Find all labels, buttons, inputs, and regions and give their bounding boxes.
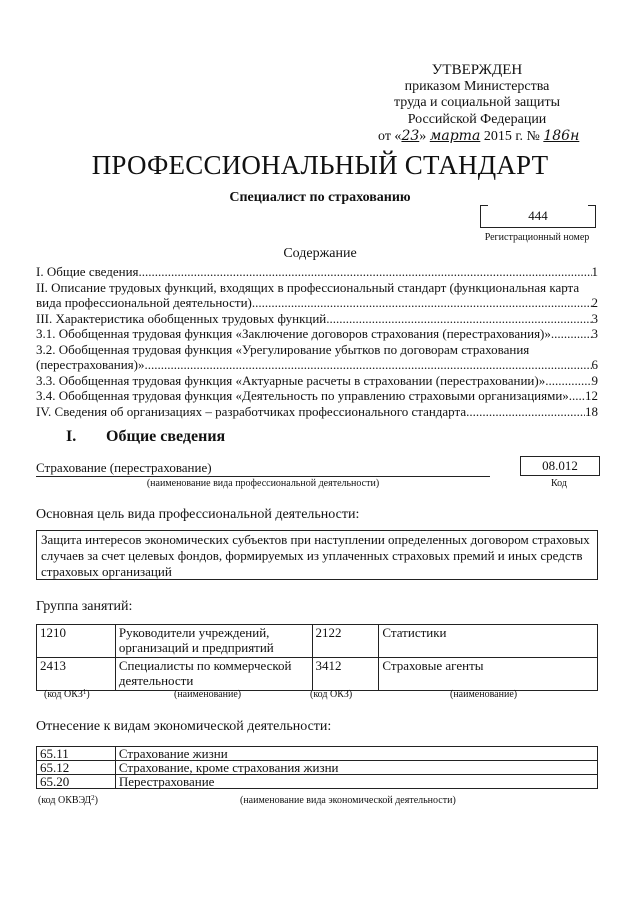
document-subtitle: Специалист по страхованию xyxy=(229,190,411,205)
registration-number-caption: Регистрационный номер xyxy=(484,232,590,243)
okz-code-caption: (код ОКЗ$^1$) xyxy=(44,688,90,700)
footnote-mark: 1 xyxy=(82,688,87,696)
order-number-handwritten: 186н xyxy=(543,128,580,144)
toc-title: Содержание xyxy=(283,246,357,261)
toc-entry[interactable] xyxy=(36,264,598,280)
toc-leader xyxy=(252,295,592,311)
toc-entry[interactable] xyxy=(36,373,598,389)
activity-code-caption: Код xyxy=(551,478,567,489)
toc-leader xyxy=(466,404,585,420)
toc-entry-text: 3.2. Обобщенная трудовая функция «Урегулирование убытков по договорам страхования xyxy=(36,341,530,357)
goal-label: Основная цель вида профессиональной деятельности: xyxy=(36,507,360,522)
toc-entry-page: 3 xyxy=(591,310,598,326)
approval-stamp xyxy=(372,62,582,146)
toc-leader xyxy=(326,311,591,327)
okved-code-cell: 65.20 xyxy=(37,775,116,789)
section-number: I. xyxy=(66,428,77,445)
approval-line-4: Российской Федерации xyxy=(407,111,547,127)
toc-leader xyxy=(551,326,592,342)
okz-name-cell: Статистики xyxy=(379,625,598,658)
table-row xyxy=(37,658,598,691)
okz-name-caption-2: (наименование) xyxy=(450,689,518,700)
toc-entry-text: III. Характеристика обобщенных трудовых функций xyxy=(36,310,327,326)
date-year: 2015 г. № xyxy=(480,129,544,144)
approval-line-1: УТВЕРЖДЕН xyxy=(431,62,523,78)
approval-date xyxy=(372,128,582,146)
okz-name-cell: Специалисты по коммерческой деятельности xyxy=(115,658,312,691)
toc-leader xyxy=(569,388,585,404)
goal-text-box: Защита интересов экономических субъектов при наступлении определенных договором страховых случаев за счет целевых фондов, формируемых из уплаченных страховых премий и иных средств страховых организаций xyxy=(36,530,598,580)
toc-entry[interactable] xyxy=(36,342,598,358)
okved-name-cell: Перестрахование xyxy=(115,775,597,789)
footnote-mark: 2 xyxy=(91,794,95,802)
okved-code-cell: 65.11 xyxy=(37,747,116,761)
okved-table xyxy=(36,746,598,789)
activity-name-field: Страхование (перестрахование) xyxy=(36,460,490,477)
okved-code-cell: 65.12 xyxy=(37,761,116,775)
okved-name-caption: (наименование вида экономической деятельности) xyxy=(240,795,456,806)
toc-entry[interactable] xyxy=(36,311,598,327)
registration-number-box: 444 xyxy=(480,205,596,228)
toc-entry-page: 1 xyxy=(591,264,598,279)
okved-name-cell: Страхование, кроме страхования жизни xyxy=(115,761,597,775)
date-day-handwritten: 23 xyxy=(401,128,420,144)
toc-entry[interactable] xyxy=(36,295,598,311)
table-of-contents xyxy=(36,264,598,419)
approval-line-2: приказом Министерства xyxy=(404,78,550,94)
toc-entry-page: 9 xyxy=(591,372,598,388)
date-mid: » xyxy=(419,129,430,144)
toc-entry-text: I. Общие сведения xyxy=(36,264,139,279)
occupations-label: Группа занятий: xyxy=(36,599,133,614)
toc-entry-text: вида профессиональной деятельности) xyxy=(36,295,252,310)
toc-entry-page: 3 xyxy=(591,326,598,341)
toc-leader xyxy=(145,357,592,373)
toc-entry-text: II. Описание трудовых функций, входящих в профессиональный стандарт (функциональная карта xyxy=(36,279,580,295)
table-row xyxy=(37,625,598,658)
section-title: Общие сведения xyxy=(106,428,226,445)
okved-code-caption-text: (код ОКВЭД xyxy=(38,795,92,806)
toc-entry-page: 6 xyxy=(591,357,598,372)
okved-code-caption: (код ОКВЭД$^2$) xyxy=(38,794,98,806)
table-row xyxy=(37,761,598,775)
toc-entry-text: 3.3. Обобщенная трудовая функция «Актуарные расчеты в страховании (перестраховании)» xyxy=(36,372,546,388)
occupations-table xyxy=(36,624,598,691)
okz-name-cell: Страховые агенты xyxy=(379,658,598,691)
date-prefix: от « xyxy=(378,129,402,144)
okz-code-cell: 2122 xyxy=(312,625,379,658)
okz-code-caption-2: (код ОКЗ) xyxy=(310,689,353,700)
okz-code-caption-text: (код ОКЗ xyxy=(44,689,83,700)
toc-entry[interactable] xyxy=(36,357,598,373)
toc-entry[interactable] xyxy=(36,388,598,404)
toc-entry-page: 2 xyxy=(591,295,598,310)
toc-entry[interactable] xyxy=(36,280,598,296)
okz-name-cell: Руководители учреждений, организаций и предприятий xyxy=(115,625,312,658)
section-heading xyxy=(66,428,225,446)
toc-entry-text: 3.1. Обобщенная трудовая функция «Заключение договоров страхования (перестрахования)» xyxy=(36,326,551,341)
table-row xyxy=(37,747,598,761)
approval-line-3: труда и социальной защиты xyxy=(394,95,560,110)
okz-code-cell: 3412 xyxy=(312,658,379,691)
okz-code-cell: 2413 xyxy=(37,658,116,691)
toc-entry[interactable] xyxy=(36,326,598,342)
document-title: ПРОФЕССИОНАЛЬНЫЙ СТАНДАРТ xyxy=(91,150,549,180)
toc-entry-text: 3.4. Обобщенная трудовая функция «Деятельность по управлению страховыми организациями» xyxy=(36,388,569,403)
activity-name-caption: (наименование вида профессиональной деятельности) xyxy=(146,478,380,489)
toc-leader xyxy=(545,373,591,389)
okved-label: Отнесение к видам экономической деятельности: xyxy=(36,719,332,734)
activity-code-box: 08.012 xyxy=(520,456,600,476)
toc-entry-page: 18 xyxy=(585,403,598,419)
okved-name-cell: Страхование жизни xyxy=(115,747,597,761)
okz-code-cell: 1210 xyxy=(37,625,116,658)
table-row xyxy=(37,775,598,789)
toc-leader xyxy=(139,264,592,280)
date-month-handwritten: марта xyxy=(429,128,481,144)
toc-entry-text: IV. Сведения об организациях – разработчиках профессионального стандарта xyxy=(36,403,467,419)
toc-entry-text: (перестрахования)» xyxy=(36,357,145,372)
toc-entry-page: 12 xyxy=(585,388,598,403)
okz-name-caption: (наименование) xyxy=(174,689,242,700)
toc-entry[interactable] xyxy=(36,404,598,420)
